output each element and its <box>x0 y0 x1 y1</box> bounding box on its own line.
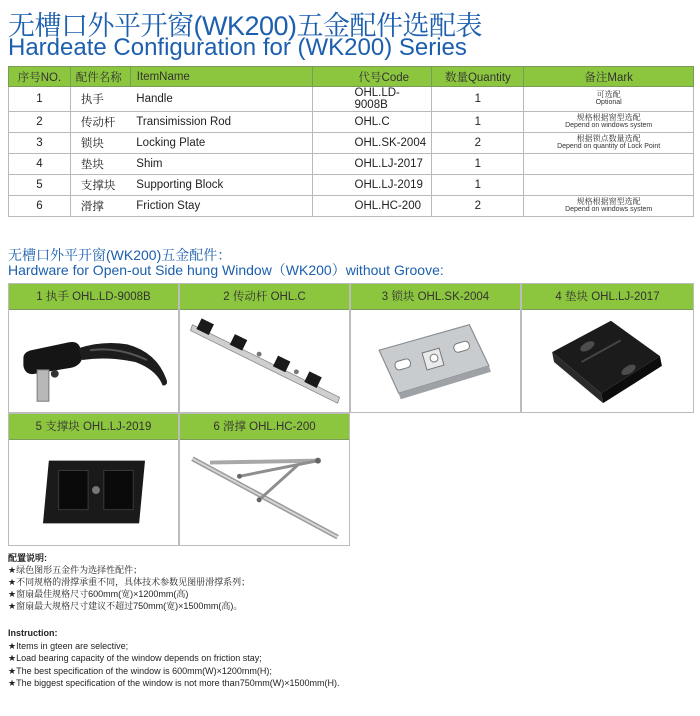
row-no: 1 <box>9 87 71 112</box>
row-mark <box>524 133 694 154</box>
product-card-handle <box>8 283 179 413</box>
product-card-friction-stay <box>179 413 350 546</box>
header-no: 序号NO. <box>9 67 71 87</box>
table-header-row <box>9 67 694 87</box>
row-code: OHL.LJ-2017 <box>312 154 432 175</box>
row-name-cn: 锁块 <box>70 133 130 154</box>
row-code: OHL.SK-2004 <box>312 133 432 154</box>
note-line: ★窗扇最大规格尺寸建议不超过750mm(宽)×1500mm(高)。 <box>8 601 243 611</box>
row-no: 3 <box>9 133 71 154</box>
row-mark <box>524 196 694 217</box>
product-card-shim <box>521 283 694 413</box>
row-mark-en: Depend on quantity of Lock Point <box>557 143 661 150</box>
row-name-en: Friction Stay <box>130 196 312 217</box>
section-subtitle-en: Hardware for Open-out Side hung Window（WK200）without Groove: <box>8 262 444 278</box>
header-mark: 备注Mark <box>524 67 694 87</box>
section-subtitle-cn: 无槽口外平开窗(WK200)五金配件： <box>8 247 232 263</box>
configuration-table <box>8 66 694 217</box>
product-label: 4 垫块 OHL.LJ-2017 <box>522 284 693 310</box>
product-card-transmission-rod <box>179 283 350 413</box>
header-code: 代号Code <box>312 67 432 87</box>
note-line: ★不同规格的滑撑承重不同，具体技术参数见图册滑撑系列； <box>8 577 251 587</box>
row-mark-en: Depend on windows system <box>565 122 653 129</box>
product-card-locking-plate <box>350 283 521 413</box>
row-mark <box>524 175 694 196</box>
row-mark-en: Depend on windows system <box>565 206 653 213</box>
product-label: 5 支撑块 OHL.LJ-2019 <box>9 414 178 440</box>
note-line: ★绿色图形五金件为选择性配件； <box>8 565 143 575</box>
row-qty: 1 <box>432 154 524 175</box>
row-code: OHL.LJ-2019 <box>312 175 432 196</box>
row-qty: 1 <box>432 112 524 133</box>
row-mark-cn: 可选配 <box>596 90 621 99</box>
page-title-cn: 无槽口外平开窗(WK200)五金配件选配表 <box>8 11 483 41</box>
row-name-en: Shim <box>130 154 312 175</box>
table-row <box>9 133 694 154</box>
row-mark-cn: 规格根据窗型选配 <box>576 197 641 206</box>
row-name-cn: 滑撑 <box>70 196 130 217</box>
row-mark <box>524 154 694 175</box>
row-code: OHL.LD-9008B <box>312 87 432 112</box>
friction-stay-icon <box>180 441 349 545</box>
row-no: 2 <box>9 112 71 133</box>
row-no: 5 <box>9 175 71 196</box>
row-name-cn: 执手 <box>70 87 130 112</box>
note-line: ★Items in gteen are selective; <box>8 640 129 651</box>
header-name-cn: 配件名称 <box>70 67 130 87</box>
row-no: 6 <box>9 196 71 217</box>
row-mark-en: Optional <box>595 99 622 106</box>
table-row <box>9 175 694 196</box>
product-label: 3 锁块 OHL.SK-2004 <box>351 284 520 310</box>
row-name-en: Transimission Rod <box>130 112 312 133</box>
row-name-en: Supporting Block <box>130 175 312 196</box>
table-row <box>9 87 694 112</box>
notes-heading-en: Instruction: <box>8 628 58 638</box>
row-mark <box>524 87 694 112</box>
table-row <box>9 154 694 175</box>
page-title-en: Hardeate Configuration for (WK200) Series <box>8 34 467 61</box>
handle-icon <box>9 311 178 412</box>
row-qty: 1 <box>432 87 524 112</box>
row-mark-cn: 根据锁点数量选配 <box>576 134 641 143</box>
product-label: 1 执手 OHL.LD-9008B <box>9 284 178 310</box>
row-mark-cn: 规格根据窗型选配 <box>576 113 641 122</box>
row-name-en: Locking Plate <box>130 133 312 154</box>
note-line: ★窗扇最佳规格尺寸600mm(宽)×1200mm(高) <box>8 589 189 599</box>
notes-heading-cn: 配置说明: <box>8 553 47 563</box>
row-qty: 2 <box>432 196 524 217</box>
notes-chinese <box>8 552 250 612</box>
header-name-en: ItemName <box>130 67 312 87</box>
note-line: ★The biggest specification of the window is not more than750mm(W)×1500mm(H). <box>8 678 340 688</box>
row-name-cn: 支撑块 <box>70 175 130 196</box>
transmission-rod-icon <box>180 311 349 412</box>
row-mark <box>524 112 694 133</box>
header-qty: 数量Quantity <box>432 67 524 87</box>
product-label: 6 滑撑 OHL.HC-200 <box>180 414 349 440</box>
supporting-block-icon <box>9 441 178 545</box>
product-card-supporting-block <box>8 413 179 546</box>
row-code: OHL.C <box>312 112 432 133</box>
table-row <box>9 112 694 133</box>
row-no: 4 <box>9 154 71 175</box>
row-name-en: Handle <box>130 87 312 112</box>
row-code: OHL.HC-200 <box>312 196 432 217</box>
row-qty: 1 <box>432 175 524 196</box>
row-qty: 2 <box>432 133 524 154</box>
product-label: 2 传动杆 OHL.C <box>180 284 349 310</box>
locking-plate-icon <box>351 311 520 412</box>
notes-english <box>8 627 339 690</box>
row-name-cn: 传动杆 <box>70 112 130 133</box>
shim-icon <box>522 311 693 412</box>
row-name-cn: 垫块 <box>70 154 130 175</box>
note-line: ★Load bearing capacity of the window depends on friction stay; <box>8 653 262 663</box>
table-row <box>9 196 694 217</box>
note-line: ★The best specification of the window is 600mm(W)×1200mm(H); <box>8 665 272 676</box>
